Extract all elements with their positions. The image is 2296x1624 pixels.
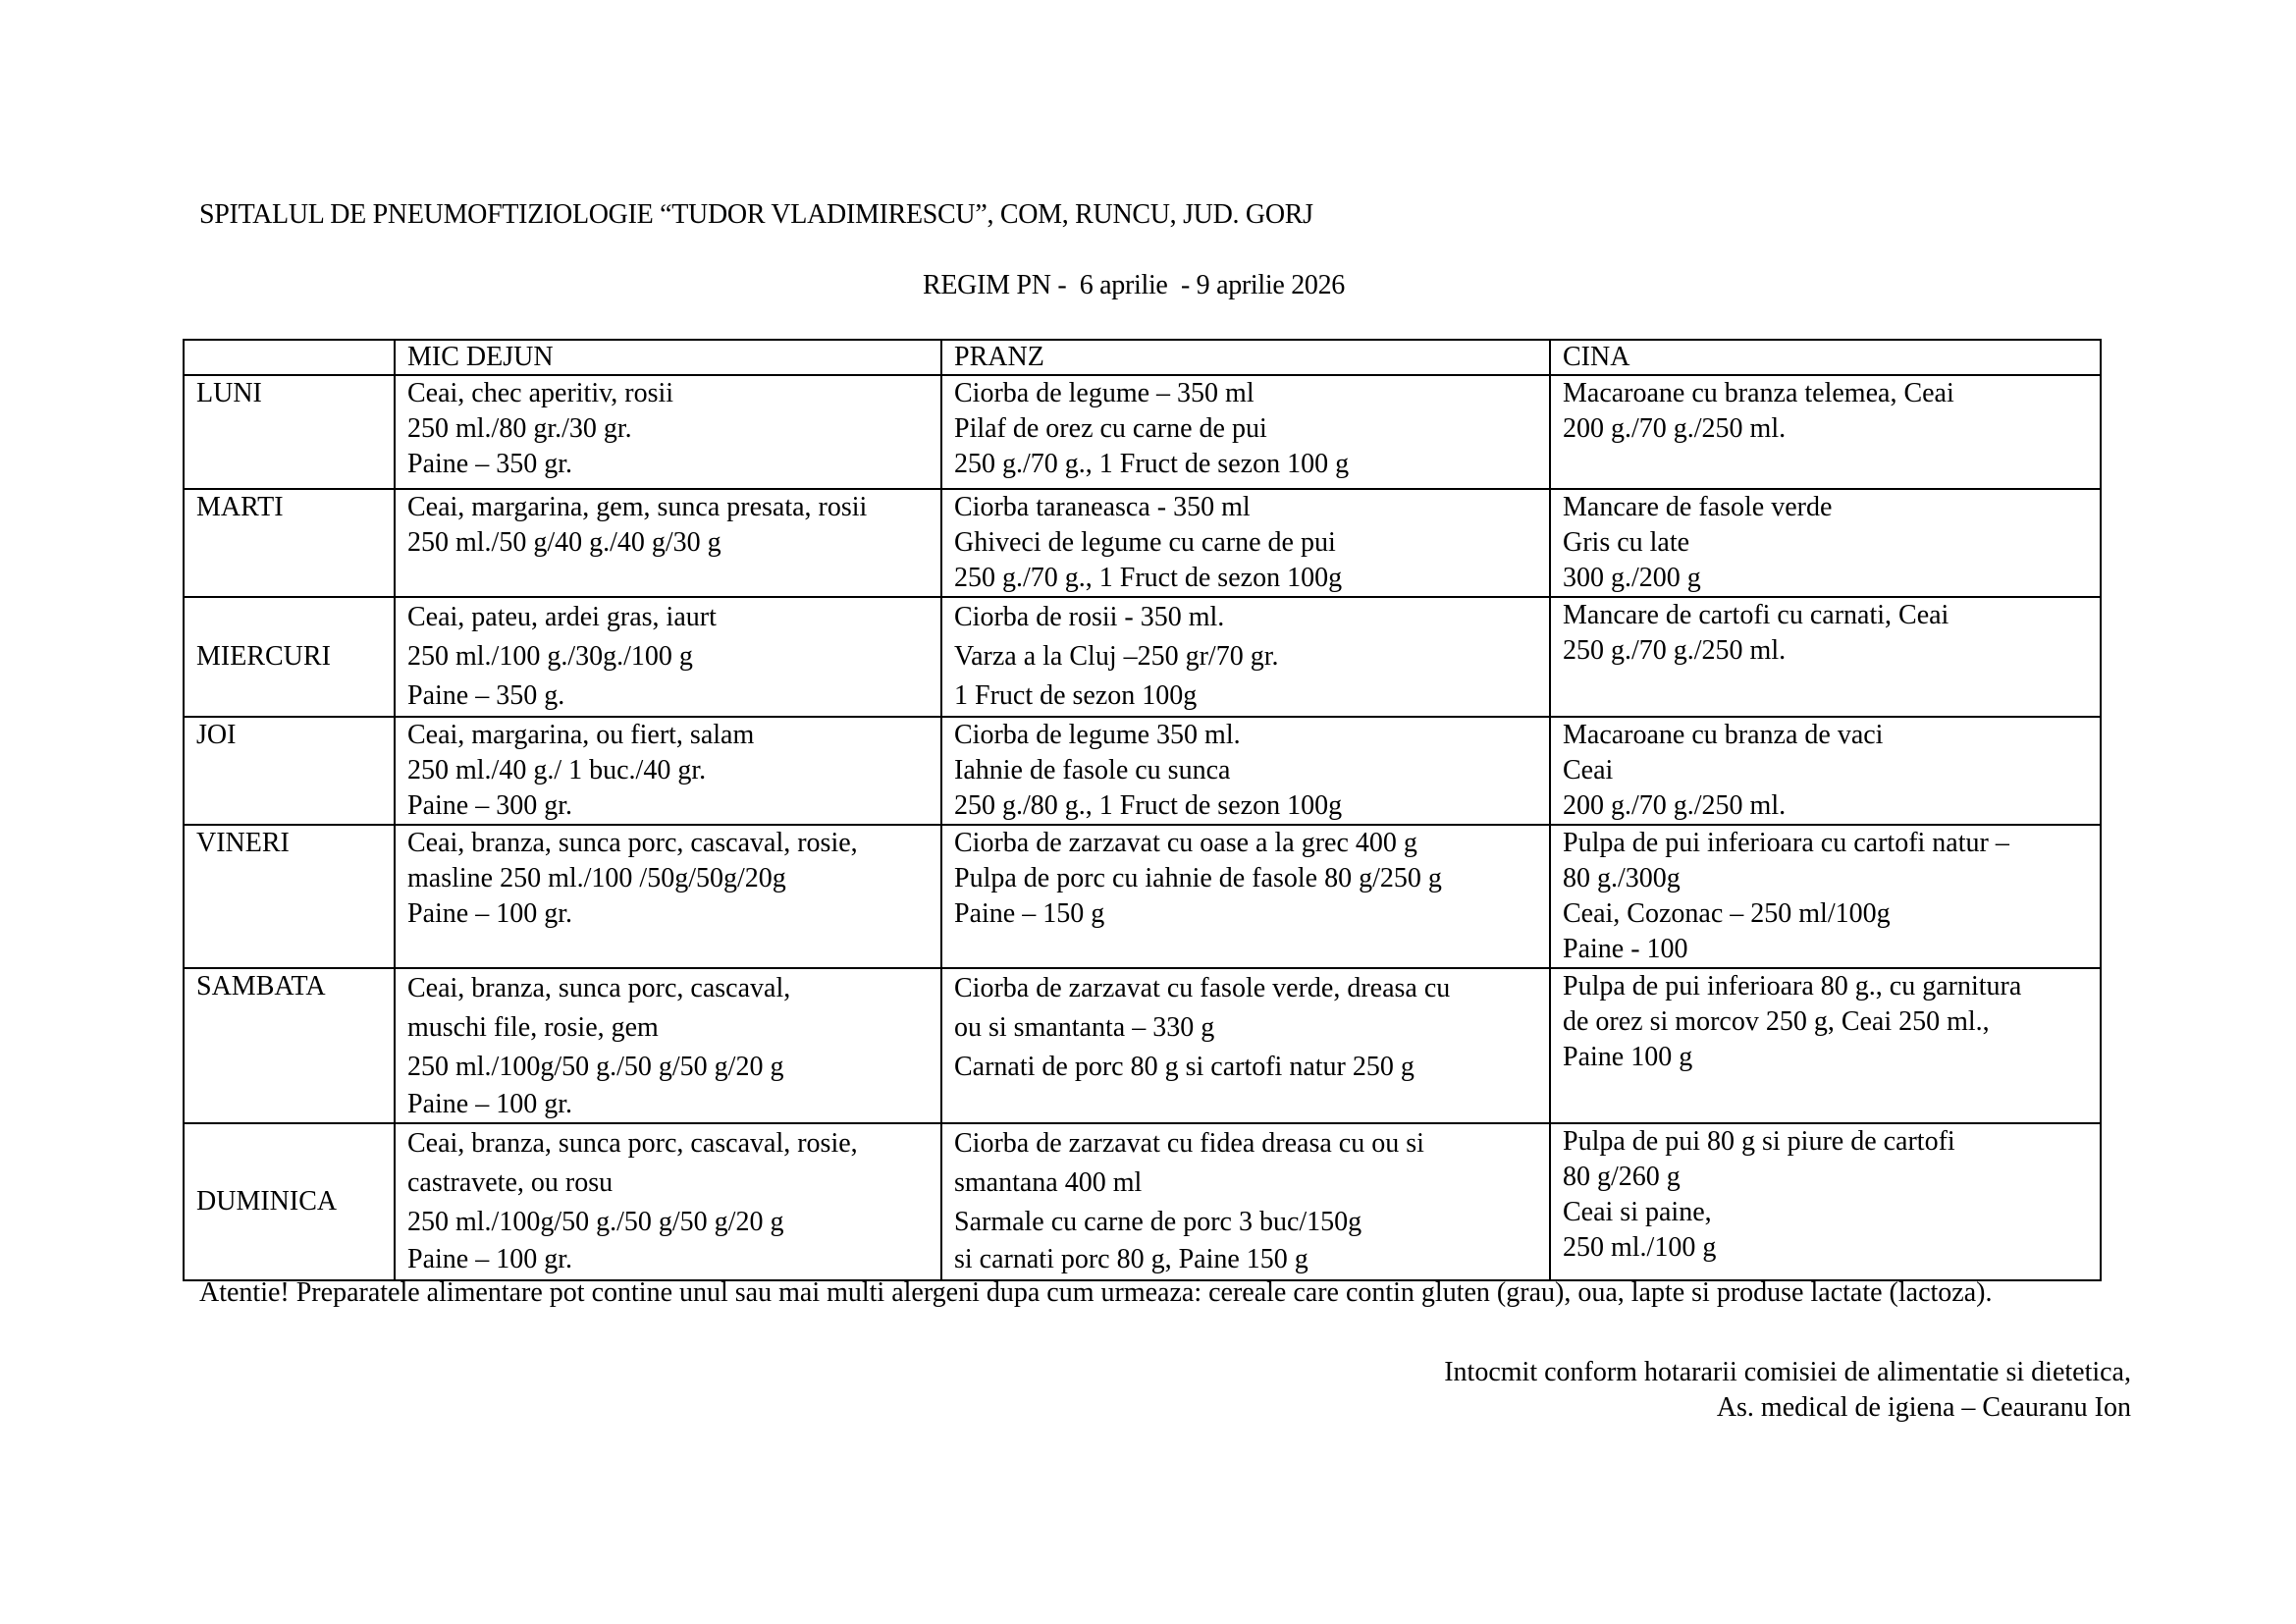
menu-line: Carnati de porc 80 g si cartofi natur 250 g: [954, 1052, 1415, 1082]
menu-line: Paine – 350 g.: [407, 680, 565, 711]
menu-line: Ceai, branza, sunca porc, cascaval, rosie,: [407, 1128, 858, 1159]
menu-line: castravete, ou rosu: [407, 1167, 614, 1198]
lunch-cell: [941, 489, 1550, 597]
menu-line: Ciorba de rosii - 350 ml.: [954, 602, 1225, 632]
day-cell: LUNI: [184, 375, 395, 489]
menu-line: Pilaf de orez cu carne de pui: [954, 413, 1267, 444]
menu-line: muschi file, rosie, gem: [407, 1012, 659, 1043]
menu-line: Iahnie de fasole cu sunca: [954, 755, 1231, 785]
menu-line: Pulpa de porc cu iahnie de fasole 80 g/250 g: [954, 863, 1442, 893]
menu-line: 250 g./70 g./250 ml.: [1563, 635, 1787, 666]
signature-line-1: Intocmit conform hotararii comisiei de alimentatie si dietetica,: [1444, 1357, 2131, 1387]
day-cell: DUMINICA: [184, 1123, 395, 1280]
hospital-name: SPITALUL DE PNEUMOFTIZIOLOGIE “TUDOR VLADIMIRESCU”, COM, RUNCU, JUD. GORJ: [199, 199, 1313, 230]
day-cell: MIERCURI: [184, 597, 395, 717]
table-header-row: [184, 340, 2101, 375]
menu-line: Paine – 100 gr.: [407, 898, 572, 929]
menu-line: 250 ml./80 gr./30 gr.: [407, 413, 632, 444]
menu-line: Ceai si paine,: [1563, 1197, 1712, 1227]
breakfast-cell: [395, 489, 941, 597]
dinner-cell: [1550, 825, 2101, 968]
menu-line: Paine – 350 gr.: [407, 449, 572, 479]
menu-line: Ciorba de zarzavat cu fidea dreasa cu ou si: [954, 1128, 1424, 1159]
menu-line: Gris cu late: [1563, 527, 1690, 558]
menu-line: 250 g./70 g., 1 Fruct de sezon 100 g: [954, 449, 1350, 479]
table-row: [184, 968, 2101, 1123]
menu-line: 250 g./80 g., 1 Fruct de sezon 100g: [954, 790, 1343, 821]
menu-line: ou si smantanta – 330 g: [954, 1012, 1215, 1043]
menu-line: 80 g./300g: [1563, 863, 1681, 893]
menu-line: Ceai: [1563, 755, 1614, 785]
table-row: [184, 597, 2101, 717]
menu-line: Ciorba de legume – 350 ml: [954, 378, 1255, 408]
menu-line: Varza a la Cluj –250 gr/70 gr.: [954, 641, 1279, 672]
menu-line: Ceai, pateu, ardei gras, iaurt: [407, 602, 717, 632]
menu-line: Paine - 100: [1563, 934, 1688, 964]
breakfast-cell: [395, 1123, 941, 1280]
menu-line: Ciorba taraneasca - 350 ml: [954, 492, 1251, 522]
dinner-cell: [1550, 717, 2101, 825]
header-day: [184, 340, 395, 375]
menu-line: Ciorba de legume 350 ml.: [954, 720, 1241, 750]
day-cell: MARTI: [184, 489, 395, 597]
table-row: [184, 825, 2101, 968]
lunch-cell: [941, 968, 1550, 1123]
dinner-cell: [1550, 489, 2101, 597]
menu-line: 250 g./70 g., 1 Fruct de sezon 100g: [954, 563, 1343, 593]
menu-line: si carnati porc 80 g, Paine 150 g: [954, 1244, 1308, 1274]
day-cell: JOI: [184, 717, 395, 825]
menu-line: Pulpa de pui inferioara 80 g., cu garnitura: [1563, 971, 2022, 1001]
menu-line: de orez si morcov 250 g, Ceai 250 ml.,: [1563, 1006, 1990, 1037]
day-cell: SAMBATA: [184, 968, 395, 1123]
menu-line: Mancare de fasole verde: [1563, 492, 1833, 522]
header-dinner: CINA: [1550, 340, 2101, 375]
dinner-cell: [1550, 1123, 2101, 1280]
table-row: [184, 1123, 2101, 1280]
lunch-cell: [941, 375, 1550, 489]
regime-title: REGIM PN - 6 aprilie - 9 aprilie 2026: [923, 270, 1345, 300]
menu-line: Macaroane cu branza de vaci: [1563, 720, 1884, 750]
menu-line: Paine 100 g: [1563, 1042, 1693, 1072]
menu-line: Ceai, branza, sunca porc, cascaval,: [407, 973, 791, 1003]
day-cell: VINERI: [184, 825, 395, 968]
menu-line: Macaroane cu branza telemea, Ceai: [1563, 378, 1954, 408]
breakfast-cell: [395, 375, 941, 489]
menu-line: Pulpa de pui 80 g si piure de cartofi: [1563, 1126, 1955, 1157]
menu-line: 1 Fruct de sezon 100g: [954, 680, 1198, 711]
table-row: [184, 489, 2101, 597]
menu-line: Ceai, chec aperitiv, rosii: [407, 378, 674, 408]
menu-line: Ghiveci de legume cu carne de pui: [954, 527, 1336, 558]
lunch-cell: [941, 825, 1550, 968]
menu-line: 200 g./70 g./250 ml.: [1563, 413, 1787, 444]
menu-line: 250 ml./100 g: [1563, 1232, 1717, 1263]
lunch-cell: [941, 717, 1550, 825]
menu-line: 250 ml./100g/50 g./50 g/50 g/20 g: [407, 1207, 784, 1237]
menu-line: Mancare de cartofi cu carnati, Ceai: [1563, 600, 1949, 630]
dinner-cell: [1550, 597, 2101, 717]
breakfast-cell: [395, 717, 941, 825]
menu-line: masline 250 ml./100 /50g/50g/20g: [407, 863, 786, 893]
menu-line: Ceai, Cozonac – 250 ml/100g: [1563, 898, 1891, 929]
dinner-cell: [1550, 375, 2101, 489]
menu-line: Paine – 100 gr.: [407, 1244, 572, 1274]
allergen-notice: Atentie! Preparatele alimentare pot contine unul sau mai multi alergeni dupa cum urmeaza: cereale care contin gluten (grau), oua, lapte si produse lactate (lactoza).: [199, 1277, 1993, 1308]
menu-line: 300 g./200 g: [1563, 563, 1701, 593]
signature-line-2: As. medical de igiena – Ceauranu Ion: [1716, 1392, 2131, 1423]
menu-line: Ceai, margarina, gem, sunca presata, rosii: [407, 492, 868, 522]
table-row: [184, 375, 2101, 489]
menu-line: Ceai, branza, sunca porc, cascaval, rosie,: [407, 828, 858, 858]
lunch-cell: [941, 597, 1550, 717]
menu-line: Ceai, margarina, ou fiert, salam: [407, 720, 755, 750]
weekly-menu-table: [183, 339, 2102, 1281]
menu-line: Ciorba de zarzavat cu fasole verde, dreasa cu: [954, 973, 1451, 1003]
dinner-cell: [1550, 968, 2101, 1123]
breakfast-cell: [395, 968, 941, 1123]
menu-line: 80 g/260 g: [1563, 1162, 1681, 1192]
menu-line: smantana 400 ml: [954, 1167, 1143, 1198]
table-row: [184, 717, 2101, 825]
menu-line: Ciorba de zarzavat cu oase a la grec 400 g: [954, 828, 1417, 858]
header-breakfast: MIC DEJUN: [395, 340, 941, 375]
menu-line: 250 ml./50 g/40 g./40 g/30 g: [407, 527, 721, 558]
menu-line: 250 ml./100g/50 g./50 g/50 g/20 g: [407, 1052, 784, 1082]
menu-line: Paine – 100 gr.: [407, 1089, 572, 1119]
menu-line: 250 ml./40 g./ 1 buc./40 gr.: [407, 755, 707, 785]
header-lunch: PRANZ: [941, 340, 1550, 375]
menu-line: Paine – 150 g: [954, 898, 1105, 929]
lunch-cell: [941, 1123, 1550, 1280]
menu-line: Pulpa de pui inferioara cu cartofi natur –: [1563, 828, 2009, 858]
menu-line: 250 ml./100 g./30g./100 g: [407, 641, 693, 672]
breakfast-cell: [395, 825, 941, 968]
menu-line: Sarmale cu carne de porc 3 buc/150g: [954, 1207, 1362, 1237]
menu-line: 200 g./70 g./250 ml.: [1563, 790, 1787, 821]
menu-line: Paine – 300 gr.: [407, 790, 572, 821]
breakfast-cell: [395, 597, 941, 717]
